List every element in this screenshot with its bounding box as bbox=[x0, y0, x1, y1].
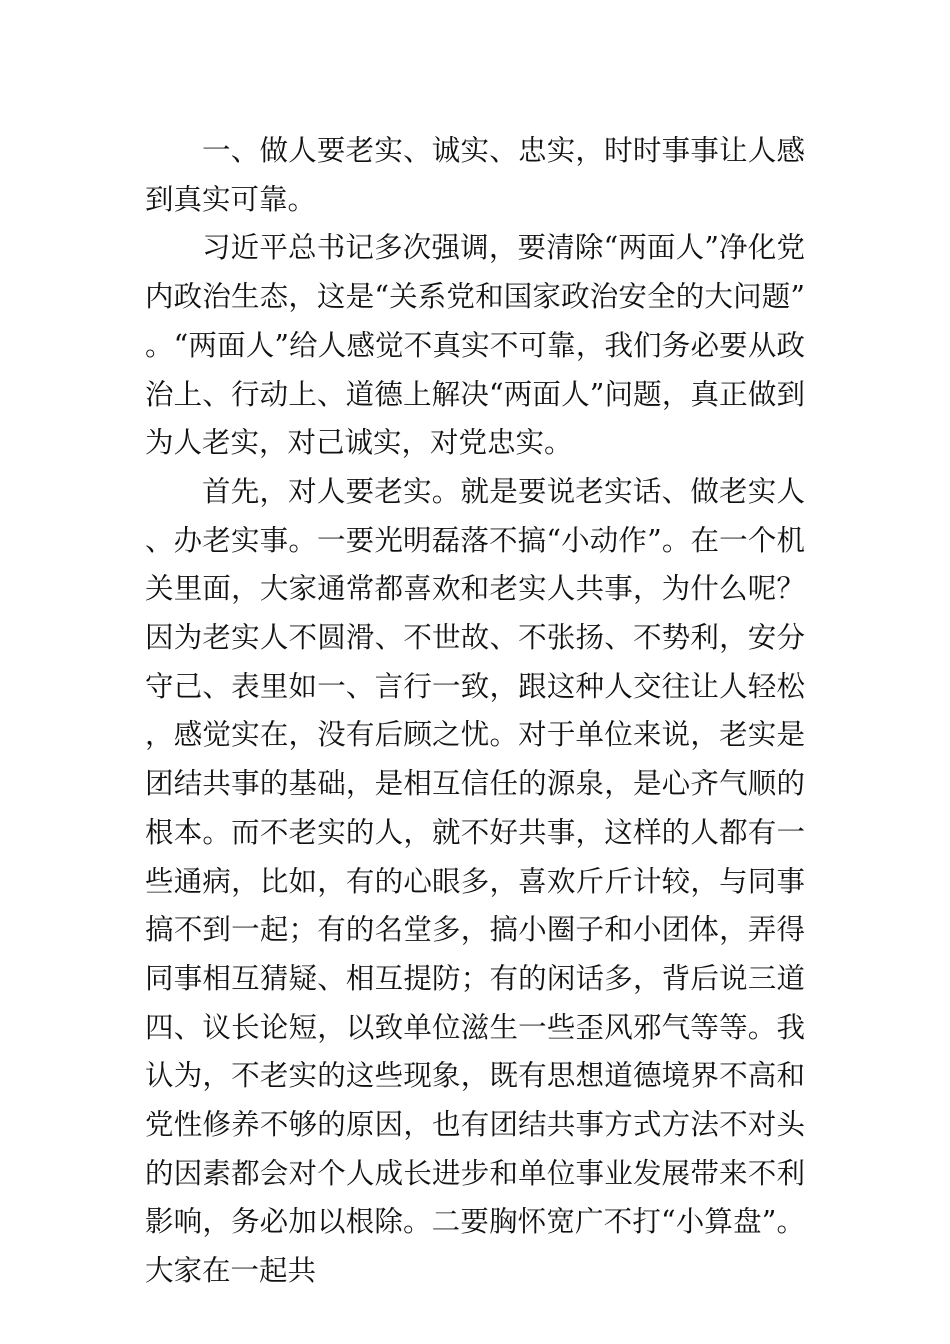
body-paragraph: 首先，对人要老实。就是要说老实话、做老实人、办老实事。一要光明磊落不搞“小动作”。在一个机关里面，大家通常都喜欢和老实人共事，为什么呢？因为老实人不圆滑、不世故、不张扬、不势利，安分守己、表里如一、言行一致，跟这种人交往让人轻松，感觉实在，没有后顾之忧。对于单位来说，老实是团结共事的基础，是相互信任的源泉，是心齐气顺的根本。而不老实的人，就不好共事，这样的人都有一些通病，比如，有的心眼多，喜欢斤斤计较，与同事搞不到一起；有的名堂多，搞小圈子和小团体，弄得同事相互猜疑、相互提防；有的闲话多，背后说三道四、议长论短，以致单位滋生一些歪风邪气等等。我认为，不老实的这些现象，既有思想道德境界不高和党性修养不够的原因，也有团结共事方式方法不对头的因素都会对个人成长进步和单位事业发展带来不利影响，务必加以根除。二要胸怀宽广不打“小算盘”。大家在一起共 bbox=[145, 474, 805, 1288]
document-body bbox=[145, 127, 805, 1296]
section-heading-paragraph: 一、做人要老实、诚实、忠实，时时事事让人感到真实可靠。 bbox=[145, 134, 805, 216]
body-paragraph: 习近平总书记多次强调，要清除“两面人”净化党内政治生态，这是“关系党和国家政治安全的大问题”。“两面人”给人感觉不真实不可靠，我们务必要从政治上、行动上、道德上解决“两面人”问题，真正做到为人老实，对己诚实，对党忠实。 bbox=[145, 231, 805, 460]
